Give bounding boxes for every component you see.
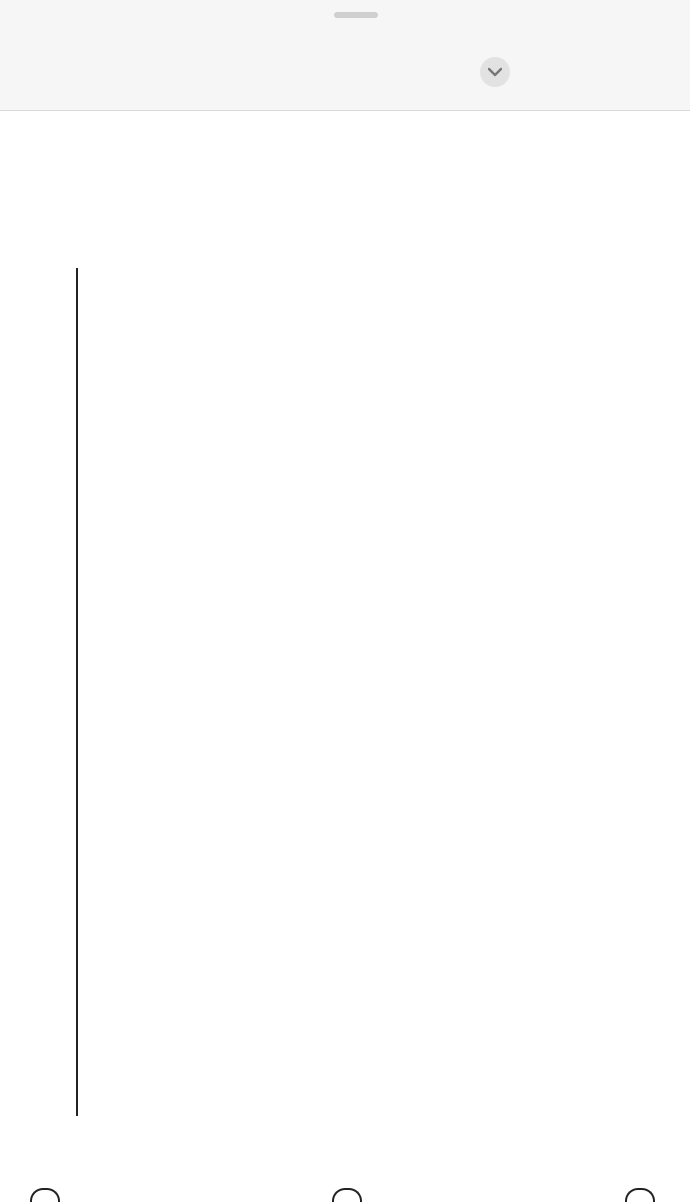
title-menu-button[interactable] bbox=[480, 57, 510, 87]
chevron-down-icon bbox=[488, 67, 502, 77]
drag-handle[interactable] bbox=[334, 12, 378, 18]
column-divider bbox=[76, 268, 78, 1116]
top-bar bbox=[0, 0, 690, 111]
pdf-page[interactable] bbox=[0, 110, 690, 1200]
